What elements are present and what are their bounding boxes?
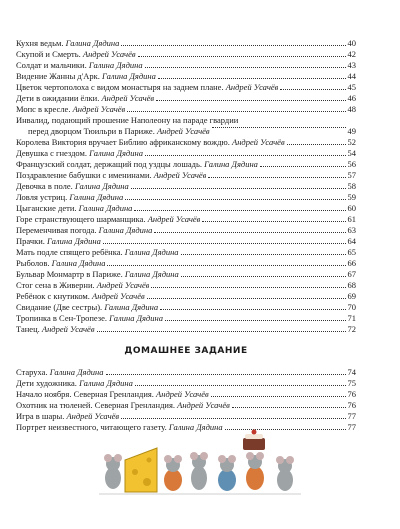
toc-entry-title: Девушка с гнездом.	[16, 148, 88, 158]
toc-entry	[16, 280, 356, 291]
toc-entry-author: Галина Дядина	[49, 367, 104, 377]
toc-entry-title: Ребёнок с кнутиком.	[16, 291, 90, 301]
toc-entry	[16, 60, 356, 71]
leader-dots	[212, 126, 346, 128]
toc-entry-author: Андрей Усачёв	[156, 389, 209, 399]
toc-entry-page: 63	[347, 225, 356, 235]
toc-entry	[16, 148, 356, 159]
toc-entry-author: Галина Дядина	[74, 181, 129, 191]
toc-entry-continuation	[16, 126, 356, 137]
table-of-contents	[16, 38, 356, 433]
toc-entry-title: Поздравление бабушки с именинами.	[16, 170, 152, 180]
leader-dots	[145, 154, 346, 156]
toc-entry	[16, 269, 356, 280]
toc-entry	[16, 291, 356, 302]
toc-entry	[16, 137, 356, 148]
toc-entry	[16, 247, 356, 258]
toc-entry	[16, 82, 356, 93]
leader-dots	[106, 373, 346, 375]
leader-dots	[280, 88, 345, 90]
leader-dots	[156, 99, 345, 101]
toc-entry	[16, 400, 356, 411]
leader-dots	[147, 297, 346, 299]
toc-entry-text	[16, 93, 154, 104]
toc-entry	[16, 367, 356, 378]
toc-entry-page: 49	[347, 126, 356, 136]
toc-entry-page: 77	[347, 411, 356, 421]
toc-entry-text	[16, 192, 123, 203]
toc-entry-page: 76	[347, 400, 356, 410]
toc-entry-author: Галина Дядина	[89, 148, 143, 158]
toc-entry-title: Тропинка в Сен-Тропезе.	[16, 313, 108, 323]
leader-dots	[287, 143, 346, 145]
leader-dots	[260, 165, 346, 167]
toc-entry-page: 71	[347, 313, 356, 323]
toc-entry-page: 42	[347, 49, 356, 59]
leader-dots	[121, 417, 345, 419]
toc-entry-page: 59	[347, 192, 356, 202]
toc-entry-text	[16, 389, 209, 400]
toc-entry-author: Галина Дядина	[168, 422, 223, 432]
toc-entry-text	[16, 324, 95, 335]
toc-entry-text	[16, 82, 278, 93]
toc-entry-author: Андрей Усачёв	[147, 214, 201, 224]
toc-entry-page: 77	[347, 422, 356, 432]
toc-entry	[16, 104, 356, 115]
toc-entry	[16, 389, 356, 400]
leader-dots	[138, 55, 346, 57]
toc-entry-page: 74	[347, 367, 356, 377]
toc-entry-author: Галина Дядина	[124, 247, 179, 257]
toc-entry-text	[16, 400, 230, 411]
toc-entry-title: Прачки.	[16, 236, 45, 246]
leader-dots	[97, 330, 346, 332]
toc-entry-page: 76	[347, 389, 356, 399]
toc-entry	[16, 181, 356, 192]
toc-entry-author: Андрей Усачёв	[232, 137, 285, 147]
toc-entry-author: Андрей Усачёв	[66, 411, 120, 421]
toc-entry-author: Галина Дядина	[47, 236, 101, 246]
toc-entry-title: Кухня ведьм.	[16, 38, 64, 48]
toc-entry-title: Рыболов.	[16, 258, 50, 268]
toc-entry-author: Галина Дядина	[78, 203, 133, 213]
toc-entry-page: 66	[347, 258, 356, 268]
toc-entry-text	[16, 71, 156, 82]
leader-dots	[127, 110, 345, 112]
toc-entry-author: Галина Дядина	[69, 192, 124, 202]
toc-entry-author: Галина Дядина	[88, 60, 143, 70]
leader-dots	[181, 275, 346, 277]
toc-entry-title: Видение Жанны д'Арк.	[16, 71, 100, 81]
toc-entry-author: Галина Дядина	[124, 269, 179, 279]
toc-entry-title: Бульвар Монмартр в Париже.	[16, 269, 123, 279]
toc-entry	[16, 170, 356, 181]
toc-entry-page: 75	[347, 378, 356, 388]
toc-entry-title: Ловля устриц.	[16, 192, 68, 202]
toc-entry-title: Цветок чертополоха с видом монастыря на заднем плане.	[16, 82, 224, 92]
toc-entry-author: Галина Дядина	[98, 225, 153, 235]
leader-dots	[165, 319, 346, 321]
toc-entry-text	[16, 60, 143, 71]
toc-entry-title: Мать подле спящего ребёнка.	[16, 247, 123, 257]
toc-entry-page: 57	[347, 170, 356, 180]
toc-entry-title: Дети художника.	[16, 378, 77, 388]
leader-dots	[232, 406, 346, 408]
toc-entry-title-cont: перед дворцом Тюильри в Париже.	[28, 126, 155, 136]
toc-entry-title: Королева Виктория вручает Библию африканскому вождю.	[16, 137, 230, 147]
toc-entry-title: Горе странствующего шарманщика.	[16, 214, 146, 224]
leader-dots	[151, 286, 345, 288]
toc-entry-author: Галина Дядина	[51, 258, 106, 268]
toc-entry-title: Стог сена в Живерни.	[16, 280, 95, 290]
cake	[243, 430, 265, 451]
toc-entry-page: 40	[347, 38, 356, 48]
leader-dots	[131, 187, 346, 189]
toc-entry-text	[16, 159, 258, 170]
toc-entry	[16, 313, 356, 324]
toc-entry-page: 58	[347, 181, 356, 191]
toc-entry-title: Солдат и мальчики.	[16, 60, 87, 70]
toc-entry-page: 56	[347, 159, 356, 169]
toc-entry-page: 60	[347, 203, 356, 213]
toc-entry-title: Дети в ожидании ёлки.	[16, 93, 100, 103]
toc-entry-title: Портрет неизвестного, читающего газету.	[16, 422, 167, 432]
toc-entry-text	[16, 170, 206, 181]
toc-part-1	[16, 38, 356, 115]
toc-entry-text	[16, 313, 163, 324]
toc-entry-page: 68	[347, 280, 356, 290]
leader-dots	[107, 264, 345, 266]
toc-entry-title: Инвалид, подающий прошение Наполеону на параде гвардии	[16, 115, 239, 125]
toc-entry-page: 45	[347, 82, 356, 92]
mouse-figure	[218, 455, 236, 491]
toc-entry-page: 54	[347, 148, 356, 158]
toc-entry-text	[16, 49, 136, 60]
mouse-figure	[164, 455, 182, 491]
toc-entry-author: Андрей Усачёв	[156, 126, 210, 136]
toc-entry	[16, 49, 356, 60]
toc-entry-page: 46	[347, 93, 356, 103]
toc-entry-title: Танец.	[16, 324, 40, 334]
leader-dots	[181, 253, 346, 255]
toc-entry-text	[16, 258, 105, 269]
section-heading: ДОМАШНЕЕ ЗАДАНИЕ	[124, 346, 248, 356]
toc-entry	[16, 258, 356, 269]
toc-entry-text	[16, 291, 145, 302]
toc-entry-title: Мопс в кресле.	[16, 104, 71, 114]
leader-dots	[103, 242, 346, 244]
toc-entry-author: Галина Дядина	[79, 378, 133, 388]
leader-dots	[208, 176, 345, 178]
toc-entry-title: Старуха.	[16, 367, 48, 377]
toc-entry	[16, 302, 356, 313]
toc-entry-text	[16, 269, 179, 280]
toc-entry-text	[16, 247, 179, 258]
mouse-figure	[276, 456, 294, 491]
toc-entry-text	[16, 378, 133, 389]
toc-entry-page: 72	[347, 324, 356, 334]
toc-entry	[16, 214, 356, 225]
toc-entry-text	[16, 214, 200, 225]
toc-entry	[16, 324, 356, 335]
toc-entry-page: 44	[347, 71, 356, 81]
toc-entry	[16, 236, 356, 247]
toc-entry-title: Цыганские дети.	[16, 203, 77, 213]
leader-dots	[134, 209, 345, 211]
toc-entry-text	[16, 225, 152, 236]
toc-entry-page: 70	[347, 302, 356, 312]
toc-entry	[16, 203, 356, 214]
toc-part-2	[16, 137, 356, 335]
toc-entry-page: 48	[347, 104, 356, 114]
toc-entry-title: Охотник на тюленей. Северная Гренландия.	[16, 400, 176, 410]
toc-entry-author: Галина Дядина	[109, 313, 163, 323]
toc-entry-title: Свидание (Две сестры).	[16, 302, 103, 312]
leader-dots	[202, 220, 345, 222]
mouse-figure	[246, 452, 264, 490]
leader-dots	[125, 198, 345, 200]
toc-entry-page: 69	[347, 291, 356, 301]
toc-entry-author: Андрей Усачёв	[82, 49, 136, 59]
toc-entry-text	[16, 280, 149, 291]
toc-entry-author: Андрей Усачёв	[101, 93, 155, 103]
toc-entry-text	[16, 104, 125, 115]
leader-dots	[158, 77, 346, 79]
toc-entry-author: Андрей Усачёв	[72, 104, 126, 114]
leader-dots	[211, 395, 346, 397]
toc-entry	[16, 225, 356, 236]
toc-entry-text	[16, 137, 285, 148]
toc-entry-author: Галина Дядина	[102, 71, 156, 81]
toc-entry	[16, 71, 356, 82]
leader-dots	[121, 44, 345, 46]
toc-entry-text	[16, 38, 119, 49]
toc-entry	[16, 93, 356, 104]
toc-entry-page: 67	[347, 269, 356, 279]
toc-entry-title: Скупой и Смерть.	[16, 49, 81, 59]
leader-dots	[154, 231, 345, 233]
toc-entry-text	[16, 148, 143, 159]
cheese-wedge	[125, 448, 157, 492]
toc-entry-author: Андрей Усачёв	[153, 170, 207, 180]
toc-entry-author: Андрей Усачёв	[92, 291, 145, 301]
leader-dots	[135, 384, 346, 386]
toc-entry-page: 65	[347, 247, 356, 257]
toc-entry	[16, 192, 356, 203]
toc-entry-author: Андрей Усачёв	[177, 400, 230, 410]
toc-entry-text	[16, 181, 129, 192]
toc-entry-author: Галина Дядина	[204, 159, 258, 169]
toc-entry-title: Игра в шары.	[16, 411, 65, 421]
toc-entry-text	[16, 203, 132, 214]
toc-entry-author: Галина Дядина	[104, 302, 159, 312]
toc-entry-page: 61	[347, 214, 356, 224]
toc-entry-text	[16, 302, 158, 313]
toc-entry-page: 43	[347, 60, 356, 70]
toc-entry-text	[16, 236, 101, 247]
toc-entry-author: Андрей Усачёв	[96, 280, 150, 290]
toc-entry-page: 52	[347, 137, 356, 147]
toc-entry-author: Андрей Усачёв	[225, 82, 279, 92]
toc-entry	[16, 159, 356, 170]
toc-entry-author: Галина Дядина	[65, 38, 120, 48]
toc-entry-title: Девочка в поле.	[16, 181, 73, 191]
toc-entry-page: 64	[347, 236, 356, 246]
toc-entry	[16, 38, 356, 49]
toc-entry-title: Французский солдат, держащий под уздцы лошадь.	[16, 159, 202, 169]
mice-illustration	[95, 420, 305, 500]
toc-entry-text	[16, 367, 104, 378]
mouse-figure	[104, 454, 122, 489]
leader-dots	[145, 66, 346, 68]
toc-entry-title: Начало ноября. Северная Гренландия.	[16, 389, 154, 399]
leader-dots	[160, 308, 345, 310]
toc-entry	[16, 378, 356, 389]
toc-entry	[16, 115, 356, 137]
mouse-figure	[190, 452, 208, 490]
toc-entry-author: Андрей Усачёв	[41, 324, 95, 334]
toc-entry-title: Переменчивая погода.	[16, 225, 97, 235]
